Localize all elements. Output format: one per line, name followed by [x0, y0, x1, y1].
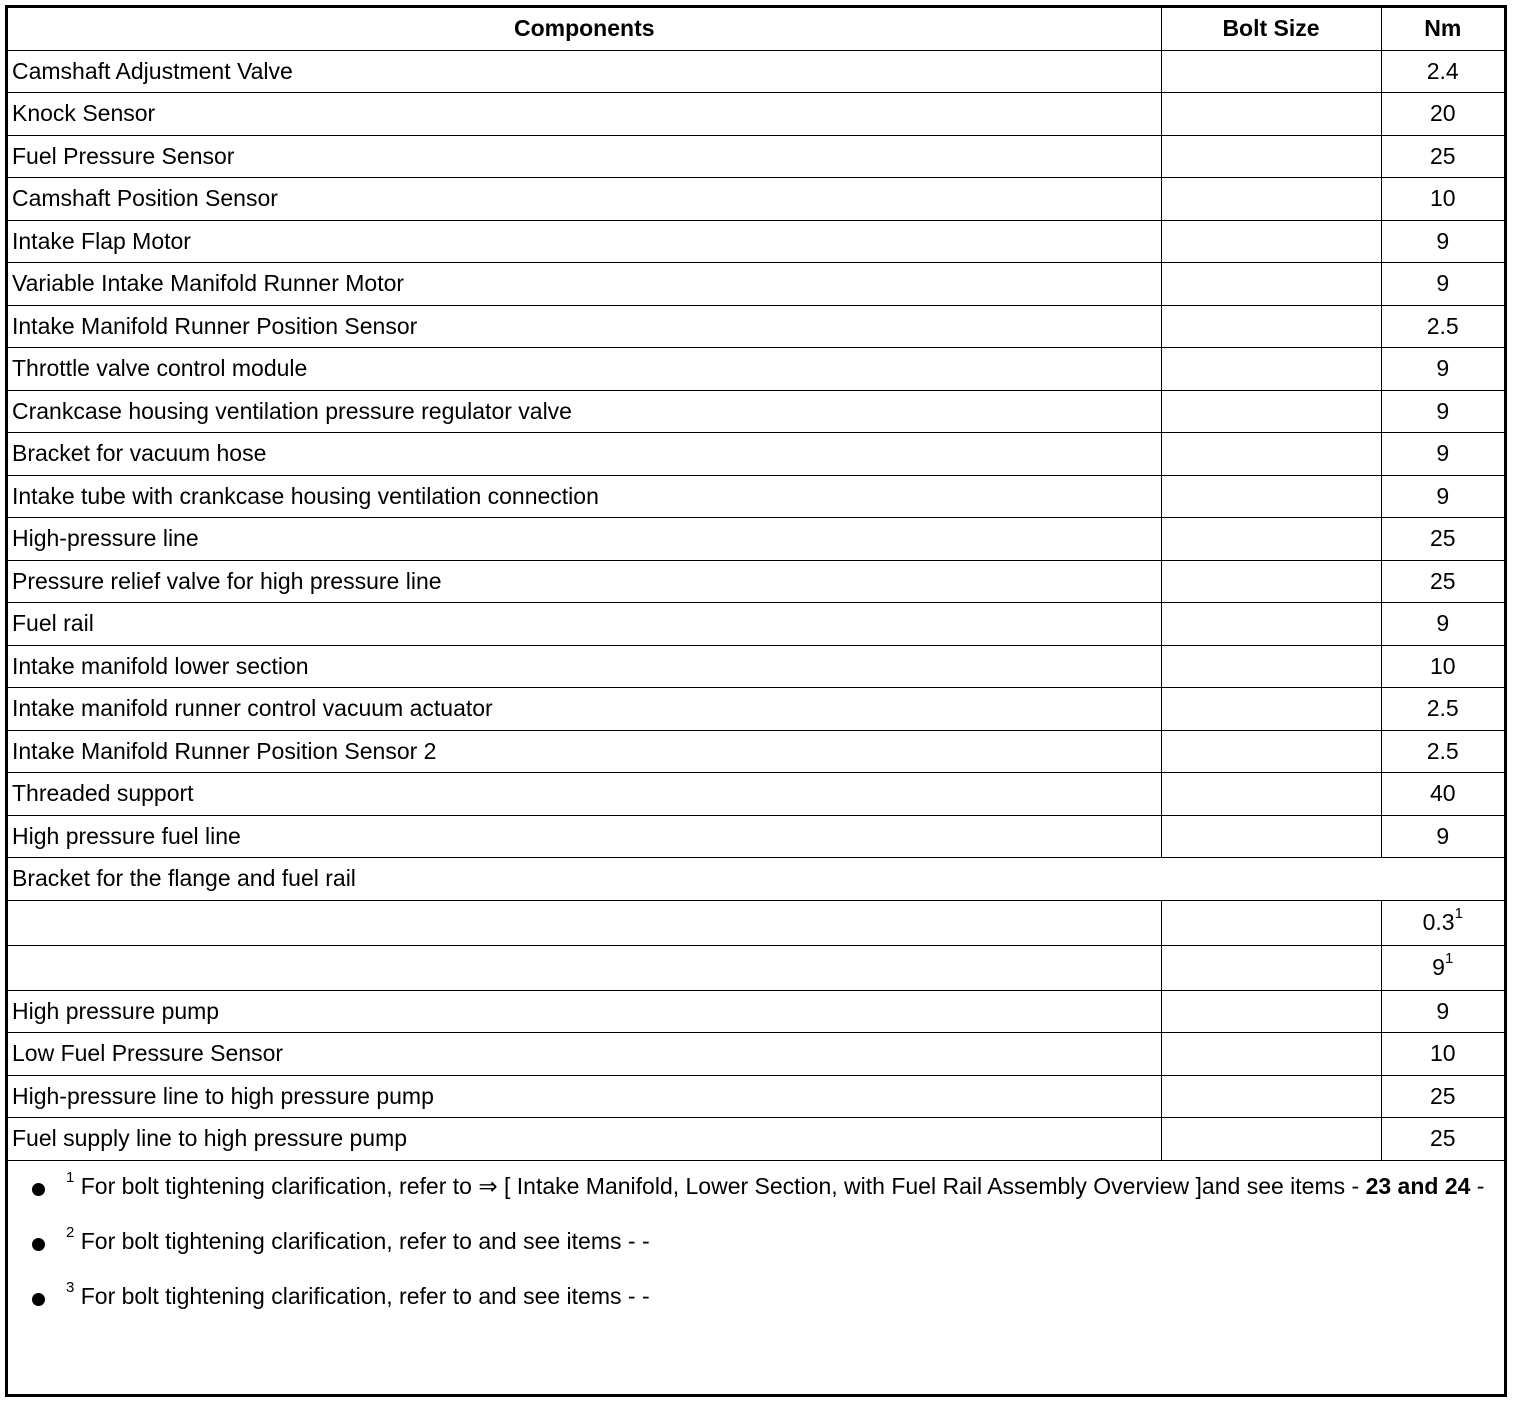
table-row [8, 178, 1504, 221]
footnote-items-ref: 23 and 24 [1365, 1172, 1471, 1199]
component-cell [8, 945, 1161, 990]
nm-cell: 2.5 [1381, 305, 1504, 348]
table-row [8, 1118, 1504, 1161]
table-row [8, 305, 1504, 348]
bullet-icon [32, 1183, 45, 1196]
footnote-number: 1 [66, 1168, 75, 1186]
nm-cell: 25 [1381, 135, 1504, 178]
bolt-size-cell [1161, 433, 1381, 476]
component-cell: Intake tube with crankcase housing ventilation connection [8, 475, 1161, 518]
header-nm: Nm [1381, 8, 1504, 50]
component-cell: Intake Manifold Runner Position Sensor [8, 305, 1161, 348]
component-cell: Fuel supply line to high pressure pump [8, 1118, 1161, 1161]
table-row [8, 773, 1504, 816]
nm-cell: 20 [1381, 93, 1504, 136]
bolt-size-cell [1161, 900, 1381, 945]
component-cell: Knock Sensor [8, 93, 1161, 136]
nm-cell: 9 [1381, 220, 1504, 263]
nm-cell [1381, 900, 1504, 945]
nm-cell: 25 [1381, 560, 1504, 603]
table-row [8, 815, 1504, 858]
table-row [8, 730, 1504, 773]
nm-cell: 9 [1381, 603, 1504, 646]
torque-table [8, 8, 1504, 1161]
nm-cell: 2.5 [1381, 688, 1504, 731]
footnote-number: 3 [66, 1278, 75, 1296]
table-row [8, 93, 1504, 136]
bolt-size-cell [1161, 603, 1381, 646]
nm-cell: 9 [1381, 990, 1504, 1033]
footnote-item [32, 1223, 1494, 1256]
nm-cell: 40 [1381, 773, 1504, 816]
bullet-icon [32, 1238, 45, 1251]
header-components: Components [8, 8, 1161, 50]
component-cell: Fuel Pressure Sensor [8, 135, 1161, 178]
bolt-size-cell [1161, 730, 1381, 773]
nm-cell: 9 [1381, 815, 1504, 858]
footnotes-list [8, 1161, 1504, 1311]
nm-cell: 9 [1381, 433, 1504, 476]
bolt-size-cell [1161, 348, 1381, 391]
table-row [8, 220, 1504, 263]
bolt-size-cell [1161, 220, 1381, 263]
component-cell: High pressure fuel line [8, 815, 1161, 858]
bolt-size-cell [1161, 560, 1381, 603]
table-row [8, 688, 1504, 731]
bolt-size-cell [1161, 305, 1381, 348]
footnote-text: For bolt tightening clarification, refer to and see items - - [80, 1282, 650, 1309]
nm-cell: 25 [1381, 518, 1504, 561]
header-bolt-size: Bolt Size [1161, 8, 1381, 50]
nm-value: 0.3 [1422, 909, 1455, 935]
bolt-size-cell [1161, 945, 1381, 990]
component-cell: Pressure relief valve for high pressure line [8, 560, 1161, 603]
table-row [8, 50, 1504, 93]
table-header-row [8, 8, 1504, 50]
nm-cell: 2.5 [1381, 730, 1504, 773]
nm-cell: 25 [1381, 1075, 1504, 1118]
bolt-size-cell [1161, 263, 1381, 306]
component-cell: Intake manifold runner control vacuum actuator [8, 688, 1161, 731]
component-cell: Crankcase housing ventilation pressure regulator valve [8, 390, 1161, 433]
bolt-size-cell [1161, 990, 1381, 1033]
bolt-size-cell [1161, 475, 1381, 518]
table-row [8, 1075, 1504, 1118]
table-row [8, 263, 1504, 306]
component-cell: Bracket for vacuum hose [8, 433, 1161, 476]
bolt-size-cell [1161, 1118, 1381, 1161]
component-cell: Threaded support [8, 773, 1161, 816]
component-cell: High-pressure line to high pressure pump [8, 1075, 1161, 1118]
nm-cell: 9 [1381, 348, 1504, 391]
table-row-group-heading [8, 858, 1504, 901]
component-cell: Intake Flap Motor [8, 220, 1161, 263]
bolt-size-cell [1161, 773, 1381, 816]
nm-cell: 2.4 [1381, 50, 1504, 93]
nm-cell: 10 [1381, 1033, 1504, 1076]
nm-value: 9 [1432, 954, 1445, 980]
torque-spec-document [5, 5, 1507, 1397]
component-cell: Intake manifold lower section [8, 645, 1161, 688]
component-cell: Camshaft Adjustment Valve [8, 50, 1161, 93]
footnote-item [32, 1168, 1494, 1201]
table-row [8, 348, 1504, 391]
footnote-tail: - [1470, 1172, 1485, 1199]
table-row [8, 433, 1504, 476]
component-cell: Bracket for the flange and fuel rail [8, 858, 1504, 901]
footnote-text: For bolt tightening clarification, refer to ⇒ [ Intake Manifold, Lower Section, with Fuel Rail Assembly Overview ]and see items - [80, 1172, 1360, 1199]
component-cell [8, 900, 1161, 945]
footnote-number: 2 [66, 1223, 75, 1241]
component-cell: Intake Manifold Runner Position Sensor 2 [8, 730, 1161, 773]
bolt-size-cell [1161, 815, 1381, 858]
table-row [8, 645, 1504, 688]
bolt-size-cell [1161, 178, 1381, 221]
bolt-size-cell [1161, 1033, 1381, 1076]
bolt-size-cell [1161, 93, 1381, 136]
nm-cell: 9 [1381, 475, 1504, 518]
footnote-ref: 1 [1454, 905, 1463, 923]
table-row [8, 518, 1504, 561]
table-row [8, 603, 1504, 646]
nm-cell: 25 [1381, 1118, 1504, 1161]
table-row [8, 475, 1504, 518]
nm-cell: 9 [1381, 263, 1504, 306]
bolt-size-cell [1161, 390, 1381, 433]
table-row [8, 1033, 1504, 1076]
nm-cell: 10 [1381, 178, 1504, 221]
footnote-ref: 1 [1444, 950, 1454, 968]
component-cell: Throttle valve control module [8, 348, 1161, 391]
component-cell: High pressure pump [8, 990, 1161, 1033]
table-row [8, 560, 1504, 603]
bolt-size-cell [1161, 135, 1381, 178]
component-cell: Variable Intake Manifold Runner Motor [8, 263, 1161, 306]
component-cell: Camshaft Position Sensor [8, 178, 1161, 221]
table-row [8, 990, 1504, 1033]
bolt-size-cell [1161, 688, 1381, 731]
bolt-size-cell [1161, 50, 1381, 93]
table-sub-row [8, 945, 1504, 990]
nm-cell: 10 [1381, 645, 1504, 688]
table-row [8, 390, 1504, 433]
bolt-size-cell [1161, 518, 1381, 561]
component-cell: Fuel rail [8, 603, 1161, 646]
table-sub-row [8, 900, 1504, 945]
bolt-size-cell [1161, 645, 1381, 688]
footnote-text: For bolt tightening clarification, refer to and see items - - [80, 1227, 650, 1254]
footnote-item [32, 1278, 1494, 1311]
table-row [8, 135, 1504, 178]
nm-cell [1381, 945, 1504, 990]
bullet-icon [32, 1293, 45, 1306]
nm-cell: 9 [1381, 390, 1504, 433]
component-cell: Low Fuel Pressure Sensor [8, 1033, 1161, 1076]
component-cell: High-pressure line [8, 518, 1161, 561]
bolt-size-cell [1161, 1075, 1381, 1118]
